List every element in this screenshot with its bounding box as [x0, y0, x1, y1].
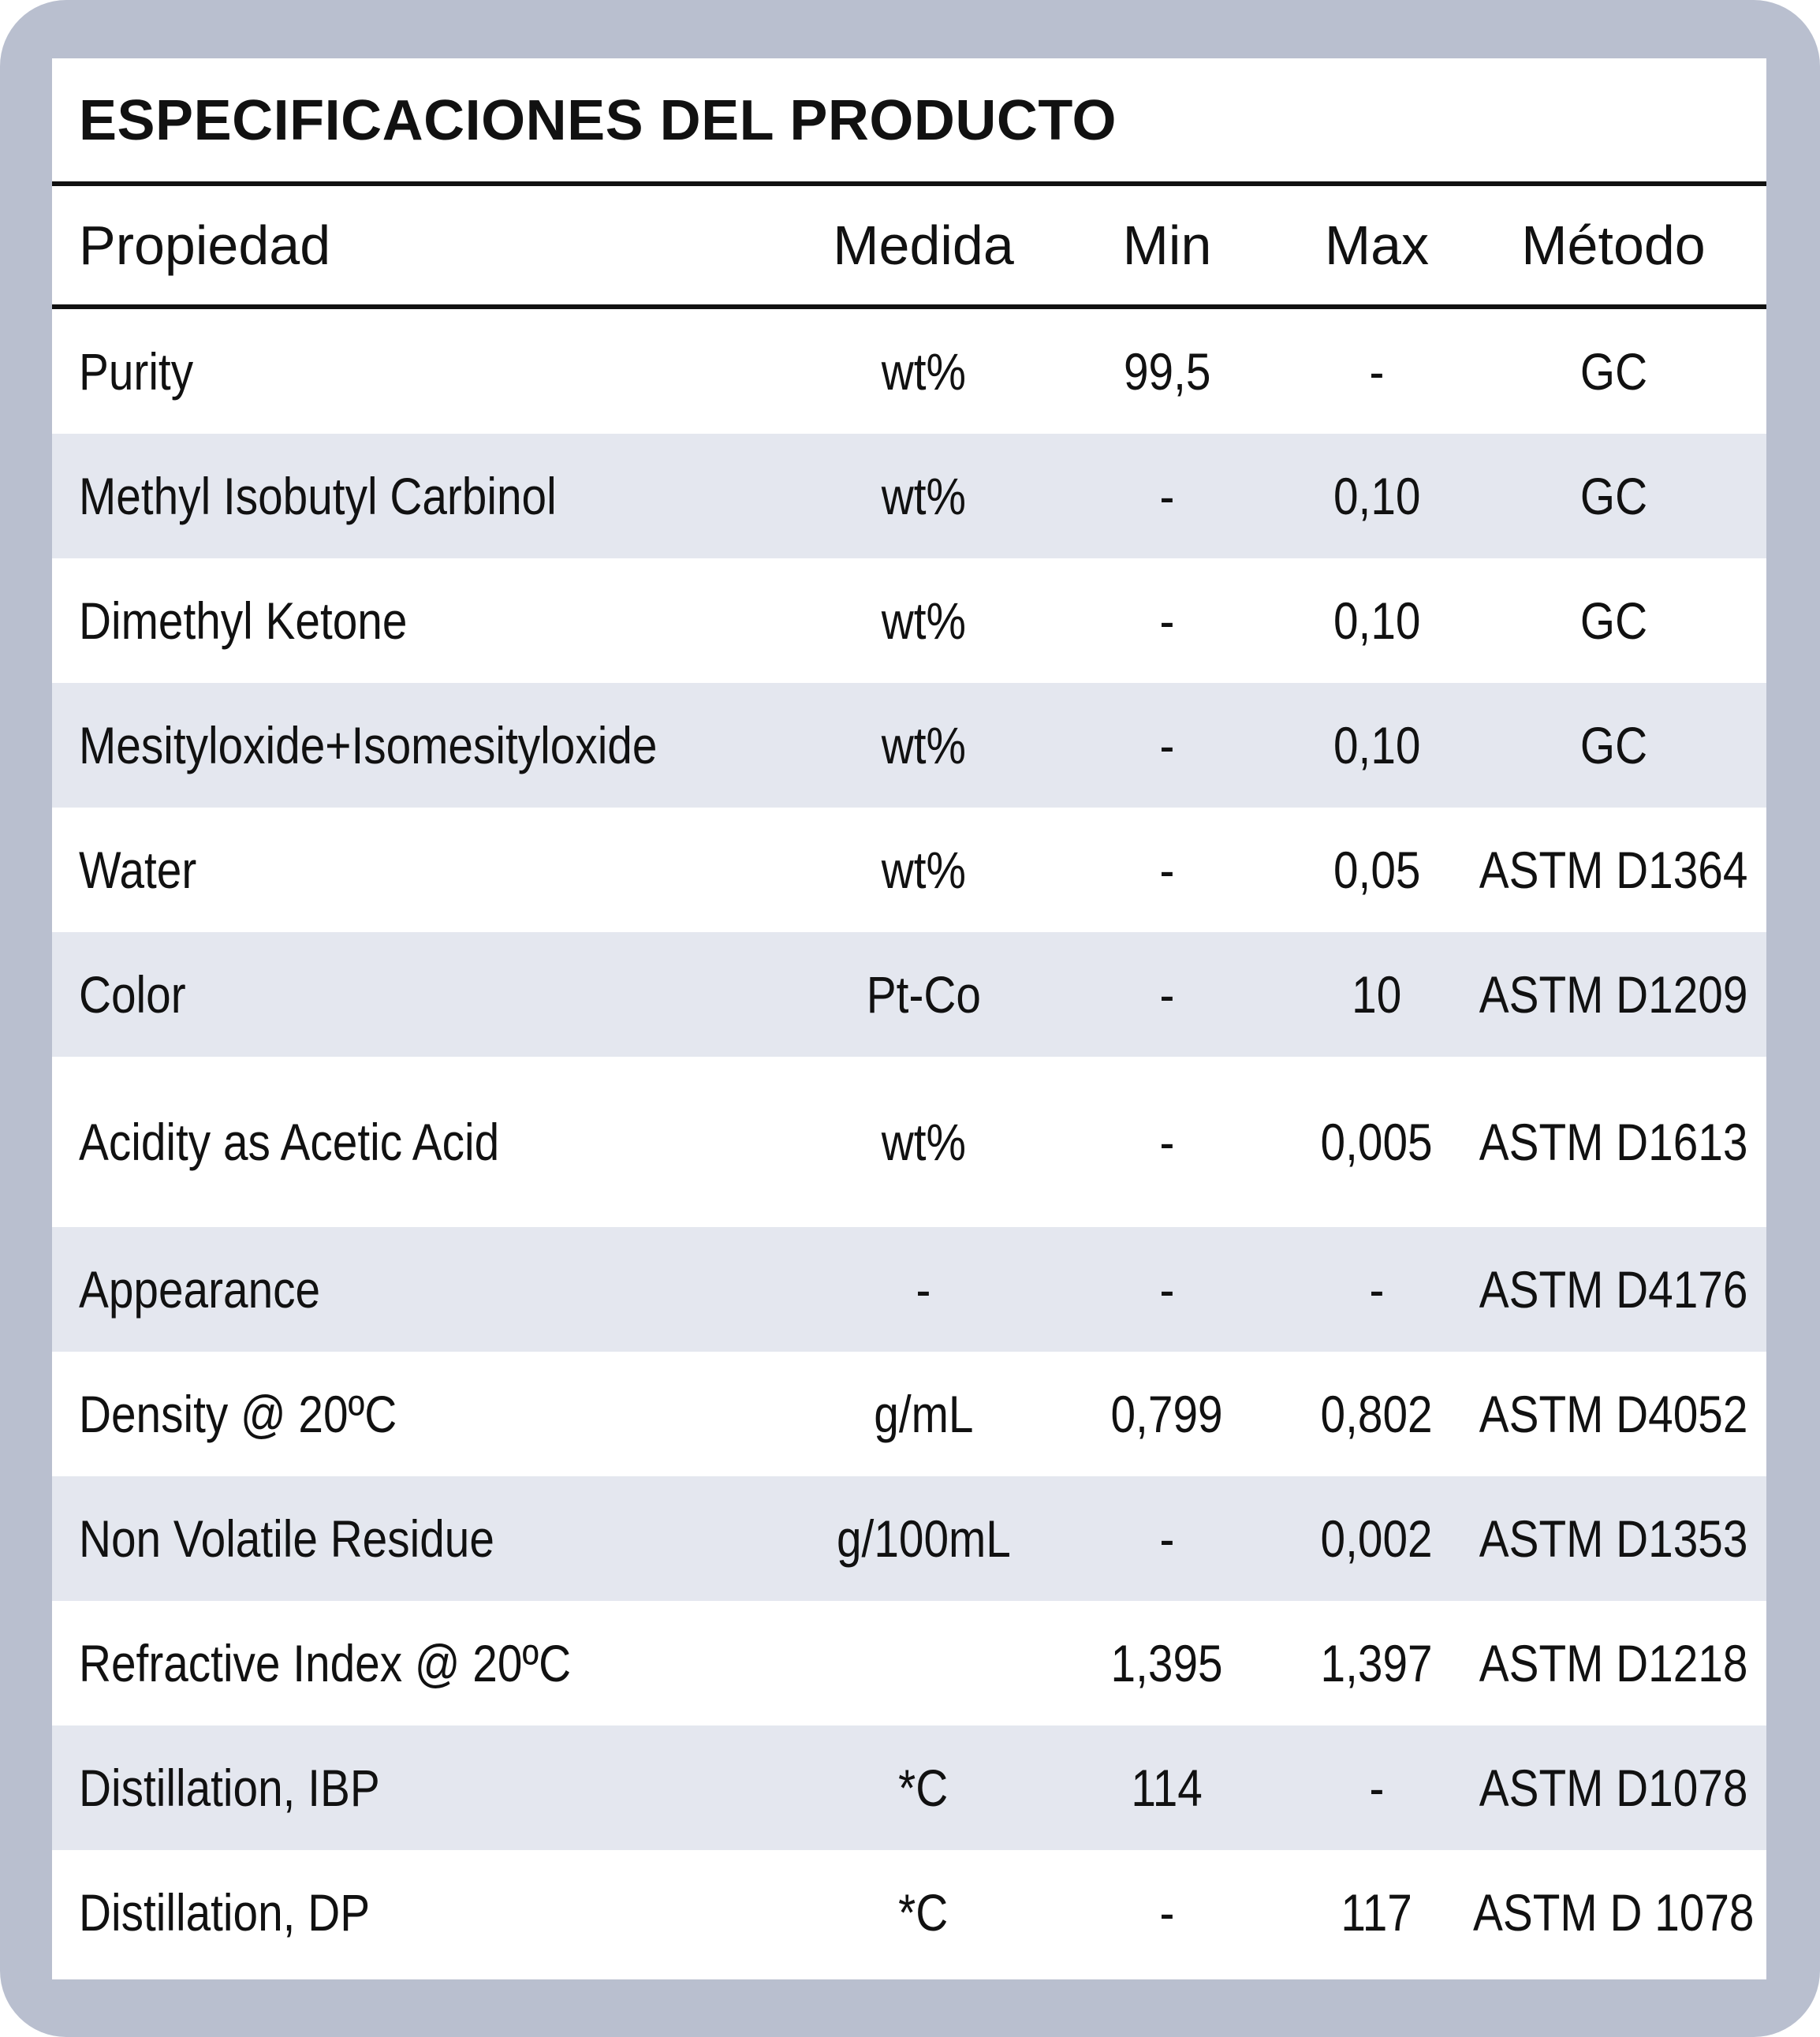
cell-min — [1049, 558, 1285, 683]
cell-max — [1259, 808, 1495, 932]
cell-measure — [760, 309, 1087, 434]
cell-method-text: ASTM D1613 — [1479, 1113, 1748, 1171]
cell-measure-text: g/mL — [873, 1385, 974, 1443]
cell-min — [1049, 1601, 1285, 1725]
cell-measure-text: wt% — [881, 716, 966, 774]
cell-property-text: Dimethyl Ketone — [79, 591, 408, 650]
cell-property-text: Distillation, DP — [79, 1883, 371, 1942]
cell-method — [1464, 808, 1763, 932]
cell-property-text: Color — [79, 965, 186, 1024]
cell-property-text: Purity — [79, 342, 194, 401]
cell-min-text: - — [1159, 1260, 1175, 1319]
cell-measure — [760, 1601, 1087, 1725]
cell-method-text: ASTM D1353 — [1479, 1509, 1748, 1568]
cell-measure — [760, 1476, 1087, 1601]
cell-max-text: 0,05 — [1333, 841, 1421, 899]
cell-measure-text: wt% — [881, 591, 966, 650]
cell-min-text: 1,395 — [1110, 1634, 1224, 1692]
cell-max — [1259, 1725, 1495, 1850]
cell-method-text: GC — [1579, 591, 1647, 650]
cell-min-text: - — [1159, 591, 1175, 650]
cell-property-text: Acidity as Acetic Acid — [79, 1113, 500, 1171]
cell-method-text: ASTM D4176 — [1479, 1260, 1748, 1319]
header-max: Max — [1324, 215, 1430, 276]
cell-property-text: Refractive Index @ 20ºC — [79, 1634, 572, 1692]
cell-method — [1464, 1476, 1763, 1601]
cell-max-text: - — [1369, 342, 1385, 401]
table-title: ESPECIFICACIONES DEL PRODUCTO — [79, 89, 1117, 152]
cell-measure-text: Pt-Co — [866, 965, 981, 1024]
cell-min-text: 0,799 — [1110, 1385, 1224, 1443]
cell-max — [1259, 434, 1495, 558]
cell-property-text: Water — [79, 841, 197, 899]
cell-max-text: 0,10 — [1333, 716, 1421, 774]
cell-property — [79, 309, 789, 434]
cell-min-text: 99,5 — [1123, 342, 1211, 401]
cell-min-text: - — [1159, 467, 1175, 525]
cell-max-text: 117 — [1341, 1883, 1413, 1942]
cell-method — [1464, 683, 1763, 808]
cell-measure — [760, 1057, 1087, 1227]
cell-method — [1464, 1601, 1763, 1725]
cell-measure — [760, 558, 1087, 683]
cell-property-text: Density @ 20ºC — [79, 1385, 397, 1443]
header-property: Propiedad — [79, 215, 331, 276]
cell-min — [1049, 1850, 1285, 1975]
cell-measure — [760, 434, 1087, 558]
cell-measure-text: g/100mL — [836, 1509, 1011, 1568]
cell-max-text: 0,002 — [1320, 1509, 1434, 1568]
cell-min-text: - — [1159, 841, 1175, 899]
cell-min-text: - — [1159, 1509, 1175, 1568]
cell-property-text: Mesityloxide+Isomesityloxide — [79, 716, 658, 774]
cell-measure-text: *C — [898, 1759, 949, 1817]
cell-property — [79, 683, 789, 808]
cell-max-text: - — [1369, 1759, 1385, 1817]
table-header-row — [52, 186, 1766, 304]
cell-max — [1259, 1057, 1495, 1227]
cell-property — [79, 1227, 789, 1352]
cell-method — [1464, 1227, 1763, 1352]
cell-max-text: 0,005 — [1320, 1113, 1434, 1171]
cell-method — [1464, 1352, 1763, 1476]
cell-property — [79, 808, 789, 932]
cell-max — [1259, 932, 1495, 1057]
cell-min — [1049, 808, 1285, 932]
cell-method-text: GC — [1579, 342, 1647, 401]
cell-property — [79, 1476, 789, 1601]
cell-max — [1259, 1850, 1495, 1975]
cell-min — [1049, 309, 1285, 434]
table-row — [52, 1057, 1766, 1227]
cell-measure-text: wt% — [881, 467, 966, 525]
cell-max — [1259, 1601, 1495, 1725]
cell-min — [1049, 932, 1285, 1057]
cell-measure — [760, 683, 1087, 808]
cell-property — [79, 1850, 789, 1975]
cell-min-text: - — [1159, 1883, 1175, 1942]
cell-method — [1464, 558, 1763, 683]
cell-property — [79, 558, 789, 683]
cell-min-text: - — [1159, 716, 1175, 774]
cell-measure — [760, 1725, 1087, 1850]
table-row — [52, 1352, 1766, 1476]
cell-max — [1259, 1352, 1495, 1476]
cell-measure-text: wt% — [881, 1113, 966, 1171]
cell-property-text: Distillation, IBP — [79, 1759, 380, 1817]
cell-min — [1049, 1352, 1285, 1476]
cell-method-text: GC — [1579, 467, 1647, 525]
cell-max-text: 0,802 — [1320, 1385, 1434, 1443]
spec-table — [52, 58, 1766, 1979]
cell-max — [1259, 683, 1495, 808]
cell-max — [1259, 558, 1495, 683]
cell-measure — [760, 1352, 1087, 1476]
cell-property — [79, 932, 789, 1057]
cell-measure-text: - — [916, 1260, 931, 1319]
cell-measure-text: *C — [898, 1883, 949, 1942]
header-measure: Medida — [833, 215, 1014, 276]
header-method: Método — [1521, 215, 1706, 276]
table-row — [52, 1725, 1766, 1850]
table-row — [52, 434, 1766, 558]
cell-min-text: 114 — [1131, 1759, 1203, 1817]
cell-measure — [760, 1850, 1087, 1975]
cell-min-text: - — [1159, 965, 1175, 1024]
cell-min — [1049, 434, 1285, 558]
cell-property — [79, 1057, 789, 1227]
cell-min — [1049, 683, 1285, 808]
cell-property-text: Appearance — [79, 1260, 321, 1319]
cell-method-text: ASTM D1078 — [1479, 1759, 1748, 1817]
cell-property — [79, 1725, 789, 1850]
cell-max-text: - — [1369, 1260, 1385, 1319]
cell-min — [1049, 1725, 1285, 1850]
cell-max-text: 10 — [1352, 965, 1402, 1024]
cell-max-text: 1,397 — [1320, 1634, 1434, 1692]
table-row — [52, 1850, 1766, 1975]
cell-min — [1049, 1057, 1285, 1227]
cell-method — [1464, 309, 1763, 434]
cell-max-text: 0,10 — [1333, 591, 1421, 650]
cell-measure-text: wt% — [881, 841, 966, 899]
cell-measure — [760, 1227, 1087, 1352]
header-min: Min — [1122, 215, 1212, 276]
cell-max — [1259, 1227, 1495, 1352]
cell-method-text: ASTM D4052 — [1479, 1385, 1748, 1443]
cell-method-text: ASTM D1364 — [1479, 841, 1748, 899]
cell-method — [1464, 1850, 1763, 1975]
table-row — [52, 1601, 1766, 1725]
cell-method-text: ASTM D1218 — [1479, 1634, 1748, 1692]
cell-min — [1049, 1476, 1285, 1601]
cell-measure — [760, 932, 1087, 1057]
cell-method — [1464, 434, 1763, 558]
cell-property-text: Non Volatile Residue — [79, 1509, 494, 1568]
cell-measure — [760, 808, 1087, 932]
cell-method — [1464, 932, 1763, 1057]
cell-property — [79, 1601, 789, 1725]
table-row — [52, 808, 1766, 932]
table-row — [52, 558, 1766, 683]
cell-method-text: ASTM D 1078 — [1472, 1883, 1755, 1942]
cell-min-text: - — [1159, 1113, 1175, 1171]
table-row — [52, 309, 1766, 434]
cell-max — [1259, 1476, 1495, 1601]
table-row — [52, 1227, 1766, 1352]
cell-max — [1259, 309, 1495, 434]
table-row — [52, 1476, 1766, 1601]
cell-method-text: GC — [1579, 716, 1647, 774]
cell-measure-text: wt% — [881, 342, 966, 401]
cell-property — [79, 1352, 789, 1476]
table-row — [52, 683, 1766, 808]
table-row — [52, 932, 1766, 1057]
cell-max-text: 0,10 — [1333, 467, 1421, 525]
cell-method — [1464, 1725, 1763, 1850]
cell-property — [79, 434, 789, 558]
cell-method-text: ASTM D1209 — [1479, 965, 1748, 1024]
cell-property-text: Methyl Isobutyl Carbinol — [79, 467, 557, 525]
cell-method — [1464, 1057, 1763, 1227]
cell-min — [1049, 1227, 1285, 1352]
